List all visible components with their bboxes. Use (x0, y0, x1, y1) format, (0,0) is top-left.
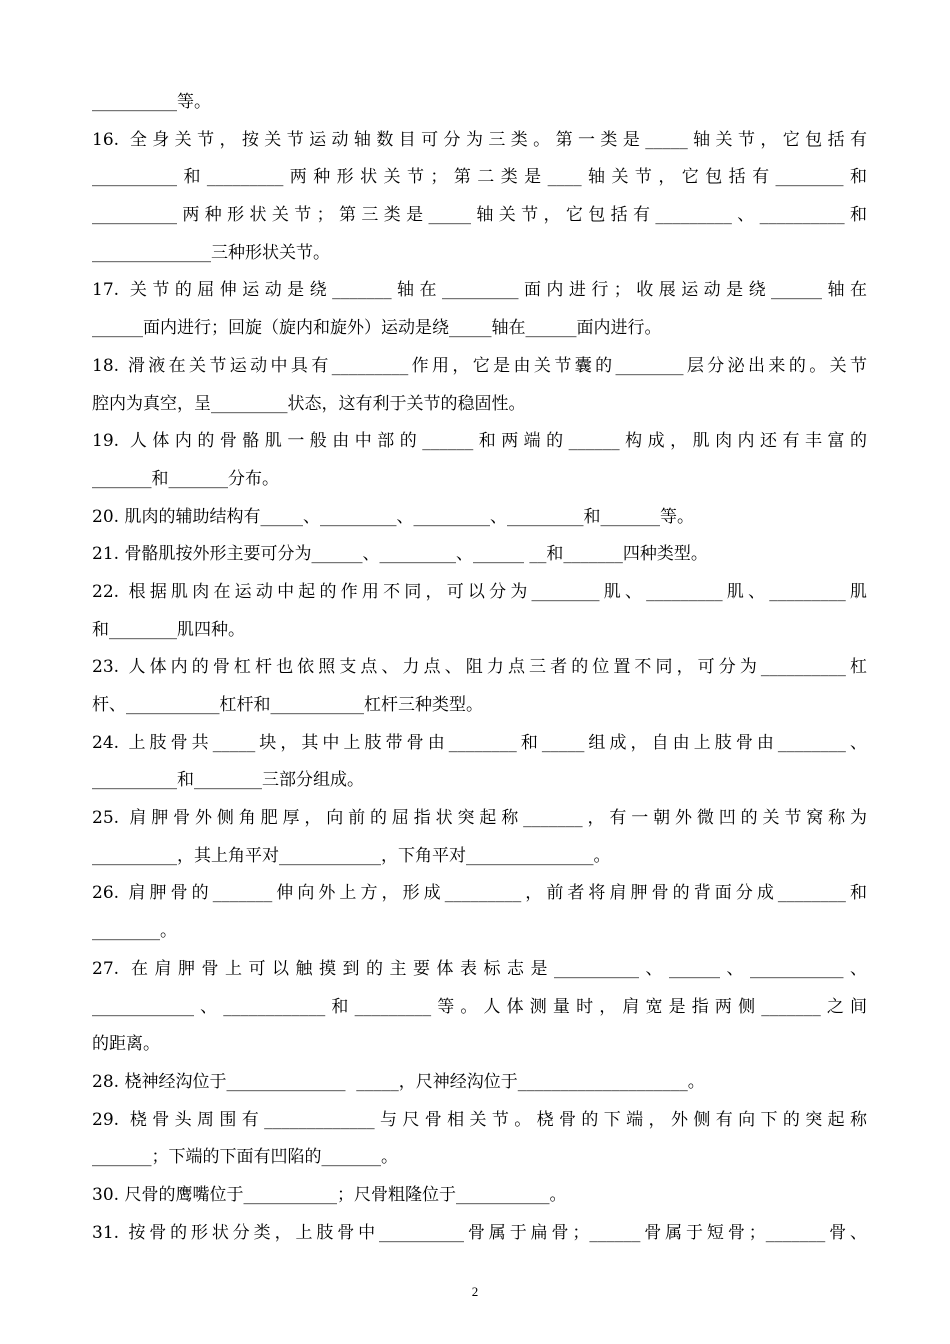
text-line: __________和_________两种形状关节；第二类是____轴关节，它包括有________和 (92, 167, 867, 188)
text-line: 29. 桡骨头周围有_____________与尺骨相关节。桡骨的下端，外侧有向下的突起称 (92, 1109, 867, 1130)
text-line: 22. 根据肌肉在运动中起的作用不同，可以分为________肌、_________肌、_________肌 (92, 581, 867, 602)
text-line: 28. 桡神经沟位于______________ _____，尺神经沟位于____________________。 (92, 1071, 705, 1092)
text-line: ____________、____________和_________等。人体测量时，肩宽是指两侧_______之间 (92, 996, 867, 1017)
text-line: _______和_______分布。 (92, 468, 279, 489)
text-line: __________和________三部分组成。 (92, 770, 364, 791)
text-line: ______面内进行；回旋（旋内和旋外）运动是绕_____轴在______面内进行。 (92, 318, 662, 339)
text-line: __________两种形状关节；第三类是_____轴关节，它包括有_________、__________和 (92, 205, 867, 226)
text-line: 18. 滑液在关节运动中具有_________作用，它是由关节囊的________层分泌出来的。关节 (92, 355, 867, 376)
text-line: 16. 全身关节，按关节运动轴数目可分为三类。第一类是_____轴关节，它包括有 (92, 129, 867, 150)
text-line: 30. 尺骨的鹰嘴位于___________；尺骨粗隆位于___________。 (92, 1184, 567, 1205)
text-line: 19. 人体内的骨骼肌一般由中部的______和两端的______构成，肌肉内还有丰富的 (92, 431, 867, 452)
text-line: _______；下端的下面有凹陷的_______。 (92, 1147, 398, 1168)
text-line: 的距离。 (92, 1034, 160, 1055)
text-line: 杆、___________杠杆和___________杠杆三种类型。 (92, 695, 483, 715)
text-line: __________，其上角平对____________，下角平对_______________。 (92, 845, 611, 866)
text-line: 24. 上肢骨共_____块，其中上肢带骨由________和_____组成，自由上肢骨由________、 (92, 732, 867, 753)
text-line: 和________肌四种。 (92, 619, 245, 640)
text-line: 25. 肩胛骨外侧角肥厚，向前的屈指状突起称_______，有一朝外微凹的关节窝称为 (92, 808, 867, 829)
text-line: 27. 在肩胛骨上可以触摸到的主要体表标志是__________、______、___________、 (92, 958, 867, 979)
text-line: 腔内为真空，呈_________状态，这有利于关节的稳固性。 (92, 393, 526, 414)
text-line: 20. 肌肉的辅助结构有_____、_________、_________、_________和_______等。 (92, 506, 694, 527)
text-line: 17. 关节的屈伸运动是绕_______轴在_________面内进行；收展运动是绕______轴在 (92, 280, 867, 301)
question-text-block (92, 84, 867, 1252)
text-line: 26. 肩胛骨的_______伸向外上方，形成_________，前者将肩胛骨的背面分成________和 (92, 883, 867, 904)
text-line: __________等。 (92, 92, 211, 112)
page-number: 2 (471, 1284, 479, 1299)
text-line: 21. 骨骼肌按外形主要可分为______、_________、______ __和_______四种类型。 (92, 544, 708, 565)
text-line: ______________三种形状关节。 (92, 242, 330, 263)
text-line: 23. 人体内的骨杠杆也依照支点、力点、阻力点三者的位置不同，可分为__________杠 (92, 657, 867, 678)
text-line: ________。 (92, 921, 177, 942)
text-line: 31. 按骨的形状分类，上肢骨中__________骨属于扁骨；______骨属于短骨；_______骨、 (92, 1222, 867, 1243)
